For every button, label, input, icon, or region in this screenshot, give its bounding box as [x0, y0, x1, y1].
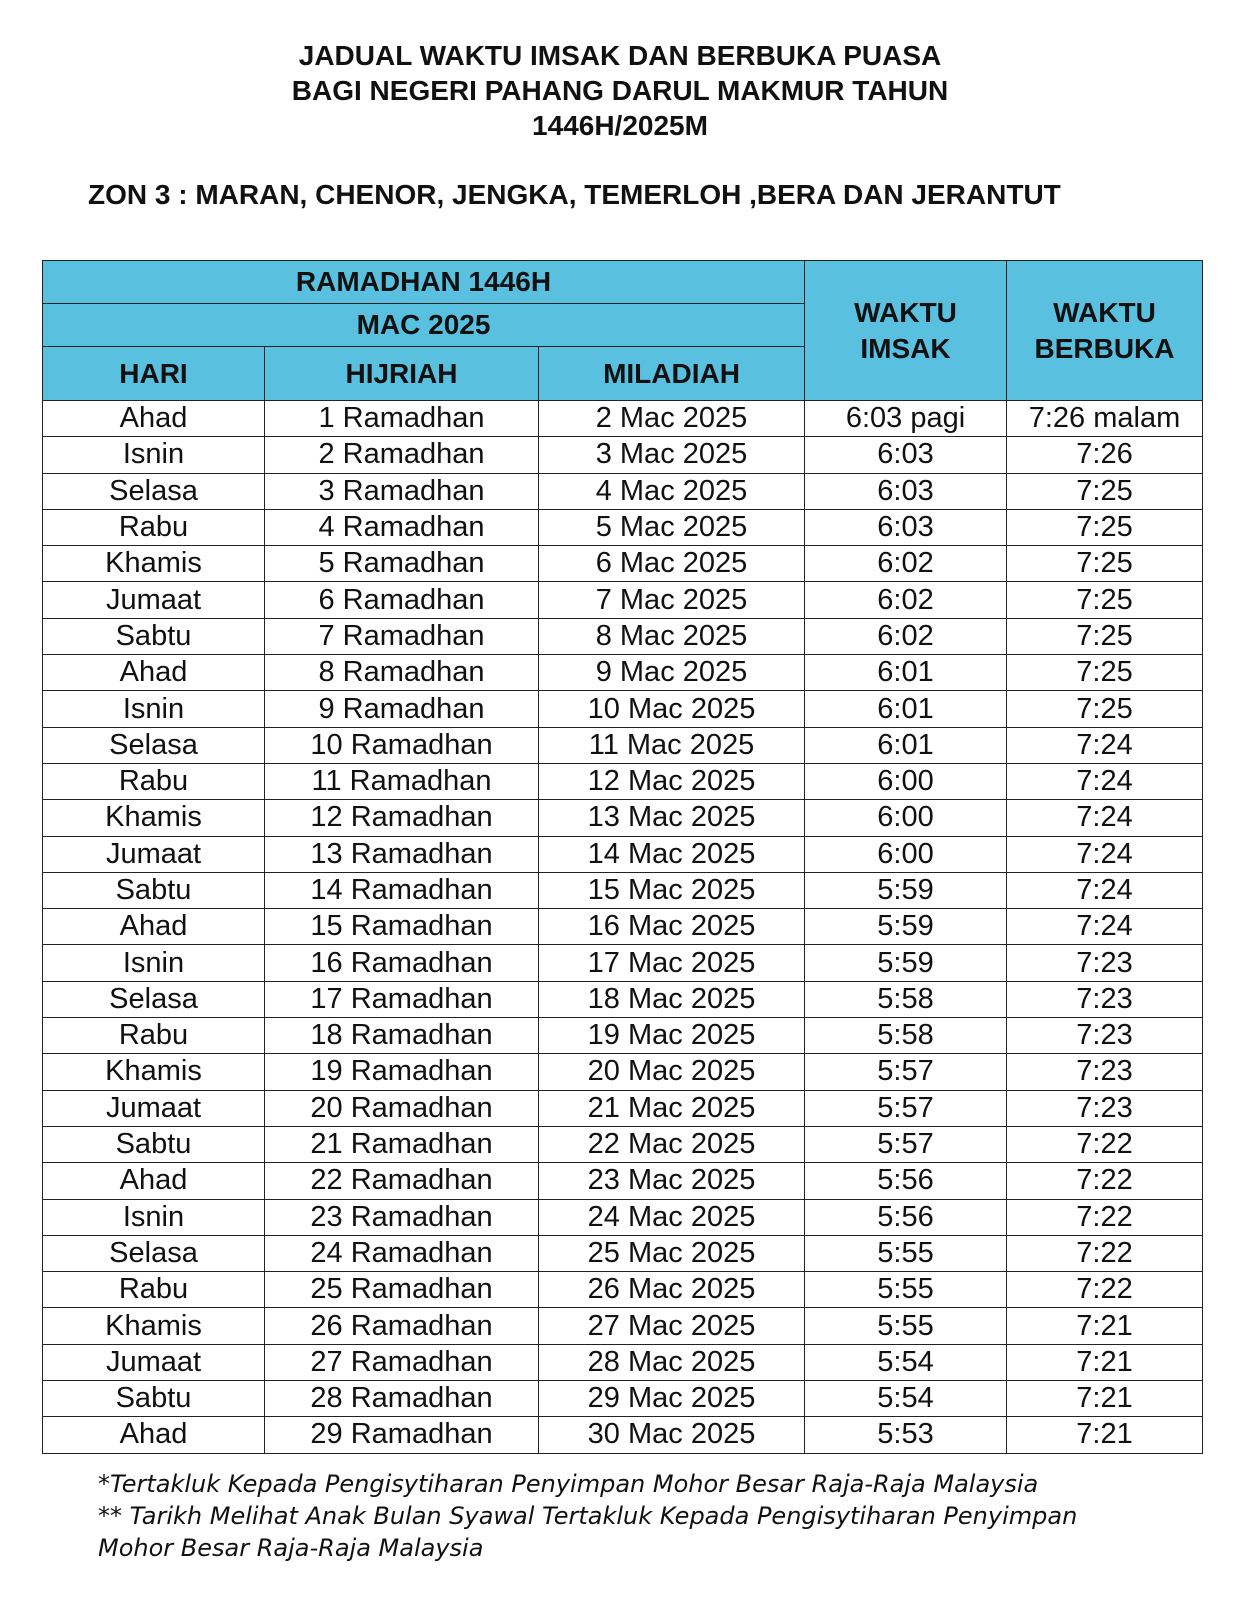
cell-berbuka: 7:22: [1007, 1272, 1203, 1308]
cell-hijriah: 20 Ramadhan: [265, 1090, 539, 1126]
cell-imsak: 6:01: [805, 727, 1007, 763]
cell-hari: Rabu: [43, 1018, 265, 1054]
cell-imsak: 6:02: [805, 546, 1007, 582]
cell-hijriah: 23 Ramadhan: [265, 1199, 539, 1235]
table-row: [43, 945, 1203, 981]
cell-hijriah: 4 Ramadhan: [265, 509, 539, 545]
cell-hijriah: 12 Ramadhan: [265, 800, 539, 836]
zone-heading: ZON 3 : MARAN, CHENOR, JENGKA, TEMERLOH ,BERA DAN JERANTUT: [88, 179, 1061, 210]
table-row: [43, 800, 1203, 836]
cell-hijriah: 7 Ramadhan: [265, 618, 539, 654]
cell-imsak: 5:56: [805, 1163, 1007, 1199]
cell-miladiah: 7 Mac 2025: [539, 582, 805, 618]
cell-imsak: 6:03 pagi: [805, 401, 1007, 437]
table-row: [43, 1018, 1203, 1054]
cell-miladiah: 29 Mac 2025: [539, 1381, 805, 1417]
cell-berbuka: 7:23: [1007, 1018, 1203, 1054]
table-row: [43, 546, 1203, 582]
cell-miladiah: 3 Mac 2025: [539, 437, 805, 473]
cell-hijriah: 25 Ramadhan: [265, 1272, 539, 1308]
cell-hijriah: 22 Ramadhan: [265, 1163, 539, 1199]
cell-imsak: 5:59: [805, 909, 1007, 945]
cell-hari: Ahad: [43, 1163, 265, 1199]
cell-hari: Sabtu: [43, 1126, 265, 1162]
cell-berbuka: 7:24: [1007, 763, 1203, 799]
cell-berbuka: 7:25: [1007, 473, 1203, 509]
cell-hijriah: 14 Ramadhan: [265, 872, 539, 908]
table-row: [43, 582, 1203, 618]
cell-hijriah: 2 Ramadhan: [265, 437, 539, 473]
table-row: [43, 1381, 1203, 1417]
footnote-2-line1: ** Tarikh Melihat Anak Bulan Syawal Tertakluk Kepada Pengisytiharan Penyimpan: [98, 1502, 1078, 1530]
cell-imsak: 5:55: [805, 1235, 1007, 1271]
cell-hijriah: 24 Ramadhan: [265, 1235, 539, 1271]
footnote-1: *Tertakluk Kepada Pengisytiharan Penyimpan Mohor Besar Raja-Raja Malaysia: [98, 1470, 1039, 1498]
cell-hari: Isnin: [43, 691, 265, 727]
cell-imsak: 6:02: [805, 618, 1007, 654]
cell-berbuka: 7:24: [1007, 836, 1203, 872]
cell-berbuka: 7:23: [1007, 1090, 1203, 1126]
cell-hari: Rabu: [43, 763, 265, 799]
cell-imsak: 6:00: [805, 800, 1007, 836]
cell-berbuka: 7:25: [1007, 582, 1203, 618]
cell-imsak: 6:02: [805, 582, 1007, 618]
cell-imsak: 6:03: [805, 473, 1007, 509]
header-hari: HARI: [43, 347, 265, 401]
cell-hijriah: 19 Ramadhan: [265, 1054, 539, 1090]
table-row: [43, 1199, 1203, 1235]
cell-imsak: 6:01: [805, 691, 1007, 727]
header-ramadhan: RAMADHAN 1446H: [43, 261, 805, 304]
cell-hari: Selasa: [43, 727, 265, 763]
cell-miladiah: 17 Mac 2025: [539, 945, 805, 981]
cell-imsak: 5:57: [805, 1090, 1007, 1126]
cell-imsak: 5:54: [805, 1344, 1007, 1380]
cell-berbuka: 7:22: [1007, 1126, 1203, 1162]
cell-hari: Isnin: [43, 945, 265, 981]
cell-berbuka: 7:23: [1007, 945, 1203, 981]
cell-hijriah: 9 Ramadhan: [265, 691, 539, 727]
cell-imsak: 6:01: [805, 655, 1007, 691]
table-row: [43, 1090, 1203, 1126]
cell-hari: Khamis: [43, 800, 265, 836]
table-row: [43, 1344, 1203, 1380]
document-title: [0, 38, 1240, 143]
cell-miladiah: 22 Mac 2025: [539, 1126, 805, 1162]
cell-miladiah: 5 Mac 2025: [539, 509, 805, 545]
cell-hijriah: 21 Ramadhan: [265, 1126, 539, 1162]
cell-imsak: 5:59: [805, 945, 1007, 981]
table-row: [43, 727, 1203, 763]
header-imsak-line2: IMSAK: [860, 332, 951, 364]
cell-berbuka: 7:24: [1007, 800, 1203, 836]
cell-hijriah: 15 Ramadhan: [265, 909, 539, 945]
cell-miladiah: 26 Mac 2025: [539, 1272, 805, 1308]
cell-hari: Sabtu: [43, 872, 265, 908]
cell-hari: Isnin: [43, 1199, 265, 1235]
cell-hijriah: 26 Ramadhan: [265, 1308, 539, 1344]
cell-berbuka: 7:25: [1007, 509, 1203, 545]
cell-hari: Ahad: [43, 1417, 265, 1453]
table-row: [43, 1235, 1203, 1271]
cell-berbuka: 7:25: [1007, 546, 1203, 582]
cell-imsak: 6:00: [805, 836, 1007, 872]
cell-hijriah: 13 Ramadhan: [265, 836, 539, 872]
header-month: MAC 2025: [43, 304, 805, 347]
cell-hari: Khamis: [43, 1054, 265, 1090]
header-miladiah: MILADIAH: [539, 347, 805, 401]
cell-hari: Selasa: [43, 981, 265, 1017]
cell-hijriah: 29 Ramadhan: [265, 1417, 539, 1453]
cell-berbuka: 7:21: [1007, 1344, 1203, 1380]
cell-berbuka: 7:25: [1007, 655, 1203, 691]
table-row: [43, 836, 1203, 872]
cell-miladiah: 20 Mac 2025: [539, 1054, 805, 1090]
footnotes: [98, 1468, 1208, 1564]
cell-hari: Isnin: [43, 437, 265, 473]
cell-hari: Ahad: [43, 909, 265, 945]
cell-hari: Selasa: [43, 1235, 265, 1271]
cell-hari: Jumaat: [43, 1090, 265, 1126]
cell-berbuka: 7:21: [1007, 1308, 1203, 1344]
table-row: [43, 618, 1203, 654]
cell-miladiah: 10 Mac 2025: [539, 691, 805, 727]
table-row: [43, 763, 1203, 799]
header-waktu-berbuka: [1007, 261, 1203, 401]
cell-imsak: 5:55: [805, 1272, 1007, 1308]
cell-miladiah: 13 Mac 2025: [539, 800, 805, 836]
cell-miladiah: 19 Mac 2025: [539, 1018, 805, 1054]
cell-miladiah: 30 Mac 2025: [539, 1417, 805, 1453]
cell-miladiah: 4 Mac 2025: [539, 473, 805, 509]
cell-hijriah: 6 Ramadhan: [265, 582, 539, 618]
cell-miladiah: 21 Mac 2025: [539, 1090, 805, 1126]
cell-miladiah: 18 Mac 2025: [539, 981, 805, 1017]
title-line-2: BAGI NEGERI PAHANG DARUL MAKMUR TAHUN: [291, 75, 949, 106]
cell-berbuka: 7:23: [1007, 981, 1203, 1017]
cell-imsak: 5:58: [805, 981, 1007, 1017]
table-row: [43, 437, 1203, 473]
cell-berbuka: 7:22: [1007, 1235, 1203, 1271]
cell-miladiah: 14 Mac 2025: [539, 836, 805, 872]
cell-miladiah: 16 Mac 2025: [539, 909, 805, 945]
cell-berbuka: 7:24: [1007, 872, 1203, 908]
table-row: [43, 1272, 1203, 1308]
title-line-3: 1446H/2025M: [532, 110, 708, 141]
cell-hijriah: 17 Ramadhan: [265, 981, 539, 1017]
cell-imsak: 5:55: [805, 1308, 1007, 1344]
cell-miladiah: 23 Mac 2025: [539, 1163, 805, 1199]
cell-hari: Rabu: [43, 1272, 265, 1308]
cell-berbuka: 7:26 malam: [1007, 401, 1203, 437]
cell-imsak: 6:03: [805, 509, 1007, 545]
cell-hijriah: 10 Ramadhan: [265, 727, 539, 763]
table-row: [43, 1417, 1203, 1453]
cell-miladiah: 28 Mac 2025: [539, 1344, 805, 1380]
cell-imsak: 5:57: [805, 1054, 1007, 1090]
cell-berbuka: 7:24: [1007, 727, 1203, 763]
cell-miladiah: 27 Mac 2025: [539, 1308, 805, 1344]
cell-miladiah: 2 Mac 2025: [539, 401, 805, 437]
cell-imsak: 5:54: [805, 1381, 1007, 1417]
cell-hijriah: 27 Ramadhan: [265, 1344, 539, 1380]
cell-berbuka: 7:22: [1007, 1199, 1203, 1235]
table-row: [43, 1054, 1203, 1090]
cell-miladiah: 8 Mac 2025: [539, 618, 805, 654]
table-row: [43, 981, 1203, 1017]
cell-hijriah: 8 Ramadhan: [265, 655, 539, 691]
cell-berbuka: 7:21: [1007, 1381, 1203, 1417]
table-row: [43, 872, 1203, 908]
cell-hijriah: 11 Ramadhan: [265, 763, 539, 799]
cell-hari: Selasa: [43, 473, 265, 509]
table-row: [43, 1126, 1203, 1162]
cell-hari: Sabtu: [43, 618, 265, 654]
cell-miladiah: 11 Mac 2025: [539, 727, 805, 763]
cell-imsak: 5:56: [805, 1199, 1007, 1235]
cell-hari: Ahad: [43, 655, 265, 691]
cell-hari: Rabu: [43, 509, 265, 545]
cell-imsak: 6:00: [805, 763, 1007, 799]
title-line-1: JADUAL WAKTU IMSAK DAN BERBUKA PUASA: [298, 40, 942, 71]
cell-berbuka: 7:22: [1007, 1163, 1203, 1199]
cell-hari: Khamis: [43, 1308, 265, 1344]
cell-hari: Jumaat: [43, 582, 265, 618]
cell-berbuka: 7:23: [1007, 1054, 1203, 1090]
cell-imsak: 5:59: [805, 872, 1007, 908]
cell-berbuka: 7:25: [1007, 618, 1203, 654]
cell-hari: Jumaat: [43, 836, 265, 872]
table-row: [43, 401, 1203, 437]
cell-miladiah: 12 Mac 2025: [539, 763, 805, 799]
cell-berbuka: 7:25: [1007, 691, 1203, 727]
cell-berbuka: 7:21: [1007, 1417, 1203, 1453]
cell-imsak: 5:53: [805, 1417, 1007, 1453]
cell-berbuka: 7:24: [1007, 909, 1203, 945]
cell-hari: Khamis: [43, 546, 265, 582]
table-row: [43, 691, 1203, 727]
cell-hari: Ahad: [43, 401, 265, 437]
footnote-2-line2: Mohor Besar Raja-Raja Malaysia: [98, 1534, 484, 1562]
cell-imsak: 6:03: [805, 437, 1007, 473]
header-berbuka-line1: WAKTU: [1053, 296, 1156, 328]
schedule-rows: [43, 401, 1203, 1454]
header-hijriah: HIJRIAH: [265, 347, 539, 401]
table-row: [43, 909, 1203, 945]
cell-hijriah: 5 Ramadhan: [265, 546, 539, 582]
table-row: [43, 1163, 1203, 1199]
cell-miladiah: 9 Mac 2025: [539, 655, 805, 691]
cell-miladiah: 25 Mac 2025: [539, 1235, 805, 1271]
table-row: [43, 509, 1203, 545]
cell-miladiah: 6 Mac 2025: [539, 546, 805, 582]
header-imsak-line1: WAKTU: [854, 296, 957, 328]
cell-berbuka: 7:26: [1007, 437, 1203, 473]
cell-hijriah: 1 Ramadhan: [265, 401, 539, 437]
cell-miladiah: 15 Mac 2025: [539, 872, 805, 908]
cell-miladiah: 24 Mac 2025: [539, 1199, 805, 1235]
header-waktu-imsak: [805, 261, 1007, 401]
table-row: [43, 655, 1203, 691]
header-berbuka-line2: BERBUKA: [1034, 332, 1175, 364]
cell-hijriah: 3 Ramadhan: [265, 473, 539, 509]
cell-hijriah: 18 Ramadhan: [265, 1018, 539, 1054]
cell-hari: Jumaat: [43, 1344, 265, 1380]
schedule-table: [42, 260, 1203, 1454]
table-row: [43, 1308, 1203, 1344]
cell-hari: Sabtu: [43, 1381, 265, 1417]
table-row: [43, 473, 1203, 509]
cell-hijriah: 16 Ramadhan: [265, 945, 539, 981]
cell-imsak: 5:57: [805, 1126, 1007, 1162]
cell-imsak: 5:58: [805, 1018, 1007, 1054]
cell-hijriah: 28 Ramadhan: [265, 1381, 539, 1417]
